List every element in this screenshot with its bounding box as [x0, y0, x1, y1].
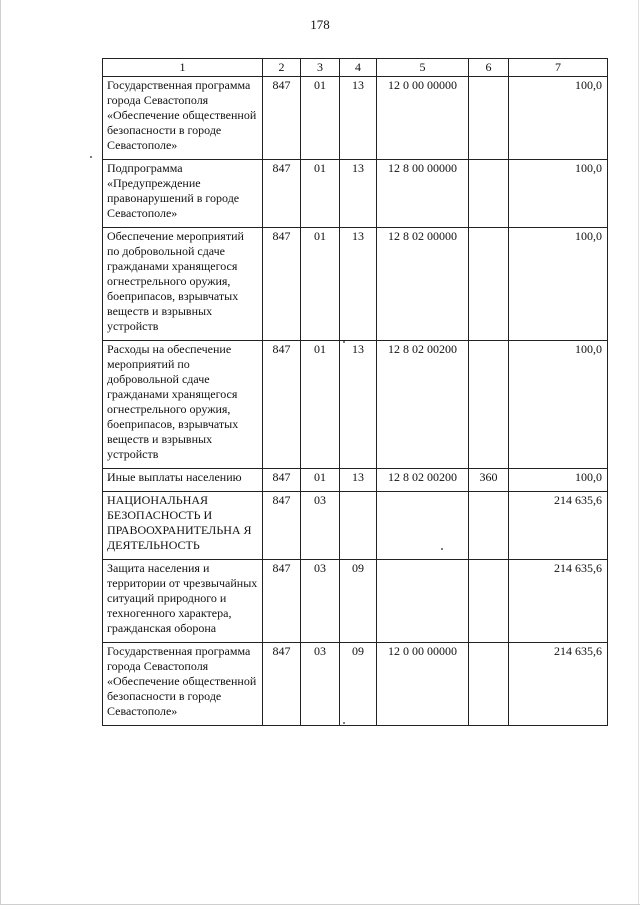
- razdel-cell: 01: [301, 228, 340, 341]
- row-name-cell: НАЦИОНАЛЬНАЯ БЕЗОПАСНОСТЬ И ПРАВООХРАНИТЕЛЬНА Я ДЕЯТЕЛЬНОСТЬ: [103, 492, 263, 560]
- budget-table: [102, 58, 608, 726]
- column-header: 5: [377, 59, 469, 77]
- podrazdel-cell: 09: [340, 560, 377, 643]
- column-header: 2: [263, 59, 301, 77]
- table-row: [103, 643, 608, 726]
- table-row: [103, 492, 608, 560]
- scan-speck: [90, 156, 92, 158]
- ved-cell: 847: [263, 492, 301, 560]
- sum-cell: 214 635,6: [509, 560, 608, 643]
- page-number: 178: [310, 17, 330, 32]
- vr-cell: [469, 160, 509, 228]
- sum-cell: 100,0: [509, 160, 608, 228]
- row-name-cell: Государственная программа города Севастополя «Обеспечение общественной безопасности в городе Севастополе»: [103, 77, 263, 160]
- ved-cell: 847: [263, 160, 301, 228]
- razdel-cell: 03: [301, 560, 340, 643]
- razdel-cell: 03: [301, 643, 340, 726]
- vr-cell: [469, 560, 509, 643]
- column-header: 1: [103, 59, 263, 77]
- ved-cell: 847: [263, 469, 301, 492]
- vr-cell: [469, 643, 509, 726]
- sum-cell: 214 635,6: [509, 492, 608, 560]
- podrazdel-cell: 13: [340, 77, 377, 160]
- vr-cell: [469, 341, 509, 469]
- podrazdel-cell: 13: [340, 341, 377, 469]
- ved-cell: 847: [263, 228, 301, 341]
- csr-cell: 12 8 02 00000: [377, 228, 469, 341]
- sum-cell: 214 635,6: [509, 643, 608, 726]
- row-name-cell: Обеспечение мероприятий по добровольной сдаче гражданами хранящегося огнестрельного оружия, боеприпасов, взрывчатых веществ и взрывных устройств: [103, 228, 263, 341]
- ved-cell: 847: [263, 77, 301, 160]
- table-row: [103, 560, 608, 643]
- sum-cell: 100,0: [509, 228, 608, 341]
- razdel-cell: 01: [301, 341, 340, 469]
- podrazdel-cell: 13: [340, 228, 377, 341]
- ved-cell: 847: [263, 643, 301, 726]
- table-row: [103, 341, 608, 469]
- razdel-cell: 01: [301, 469, 340, 492]
- table-row: [103, 469, 608, 492]
- ved-cell: 847: [263, 560, 301, 643]
- table-row: [103, 228, 608, 341]
- podrazdel-cell: [340, 492, 377, 560]
- csr-cell: [377, 560, 469, 643]
- row-name-cell: Государственная программа города Севастополя «Обеспечение общественной безопасности в городе Севастополе»: [103, 643, 263, 726]
- scan-left-edge: [0, 0, 1, 905]
- column-header: 4: [340, 59, 377, 77]
- sum-cell: 100,0: [509, 77, 608, 160]
- csr-cell: 12 8 02 00200: [377, 341, 469, 469]
- column-header: 3: [301, 59, 340, 77]
- razdel-cell: 01: [301, 77, 340, 160]
- csr-cell: [377, 492, 469, 560]
- razdel-cell: 03: [301, 492, 340, 560]
- vr-cell: [469, 492, 509, 560]
- csr-cell: 12 8 02 00200: [377, 469, 469, 492]
- podrazdel-cell: 13: [340, 160, 377, 228]
- podrazdel-cell: 13: [340, 469, 377, 492]
- podrazdel-cell: 09: [340, 643, 377, 726]
- ved-cell: 847: [263, 341, 301, 469]
- row-name-cell: Иные выплаты населению: [103, 469, 263, 492]
- table-row: [103, 77, 608, 160]
- column-header: 6: [469, 59, 509, 77]
- csr-cell: 12 0 00 00000: [377, 77, 469, 160]
- vr-cell: 360: [469, 469, 509, 492]
- csr-cell: 12 8 00 00000: [377, 160, 469, 228]
- sum-cell: 100,0: [509, 341, 608, 469]
- vr-cell: [469, 228, 509, 341]
- row-name-cell: Подпрограмма «Предупреждение правонарушений в городе Севастополе»: [103, 160, 263, 228]
- csr-cell: 12 0 00 00000: [377, 643, 469, 726]
- scan-right-edge: [638, 0, 639, 905]
- table-row: [103, 160, 608, 228]
- column-header: 7: [509, 59, 608, 77]
- table-header-row: [103, 59, 608, 77]
- razdel-cell: 01: [301, 160, 340, 228]
- row-name-cell: Расходы на обеспечение мероприятий по добровольной сдаче гражданами хранящегося огнестрельного оружия, боеприпасов, взрывчатых веществ и взрывных устройств: [103, 341, 263, 469]
- row-name-cell: Защита населения и территории от чрезвычайных ситуаций природного и техногенного характера, гражданская оборона: [103, 560, 263, 643]
- vr-cell: [469, 77, 509, 160]
- sum-cell: 100,0: [509, 469, 608, 492]
